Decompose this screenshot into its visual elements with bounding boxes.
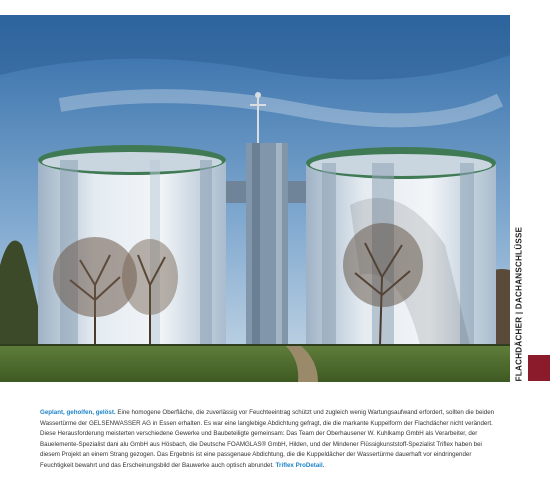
- photo-caption: [40, 408, 502, 472]
- caption-product-name: Triflex ProDetail.: [275, 461, 325, 469]
- water-towers-photo: [0, 15, 510, 382]
- section-label-vertical: [512, 226, 526, 382]
- section-tab-marker: [528, 355, 550, 381]
- caption-lead: Geplant, geholfen, gelöst.: [40, 409, 116, 416]
- caption-body: Eine homogene Oberfläche, die zuverlässig vor Feuchteeintrag schützt und zugleich wenig Wartungsaufwand erfordert, sollten die beiden Wassertürme der GELSENWASSER AG in Essen erhalten. Es war eine langlebige Abdichtung gefragt, die die markante Kuppelform der Flachdächer nicht verändert. Diese Herausforderung meisterten verschiedene Gewerke und Baubeteiligte gemeinsam: Das Team der Oberhausener W. Kuhlkamp GmbH als Verarbeiter, der Bauelemente-Spezialist dani alu GmbH aus Hösbach, die Deutsche FOAMGLAS® GmbH, Hilden, und der Mindener Flüssigkunststoff-Spezialist Triflex haben bei diesem Projekt an einem Strang gezogen. Das Ergebnis ist eine passgenaue Abdichtung, die die Kuppeldächer der Wassertürme dauerhaft vor eindringender Feuchtigkeit bewahrt und das Erscheinungsbild der Bauwerke auch optisch abrundet.: [40, 409, 495, 469]
- section-label-text: FLACHDÄCHER | DACHANSCHLÜSSE: [514, 226, 524, 382]
